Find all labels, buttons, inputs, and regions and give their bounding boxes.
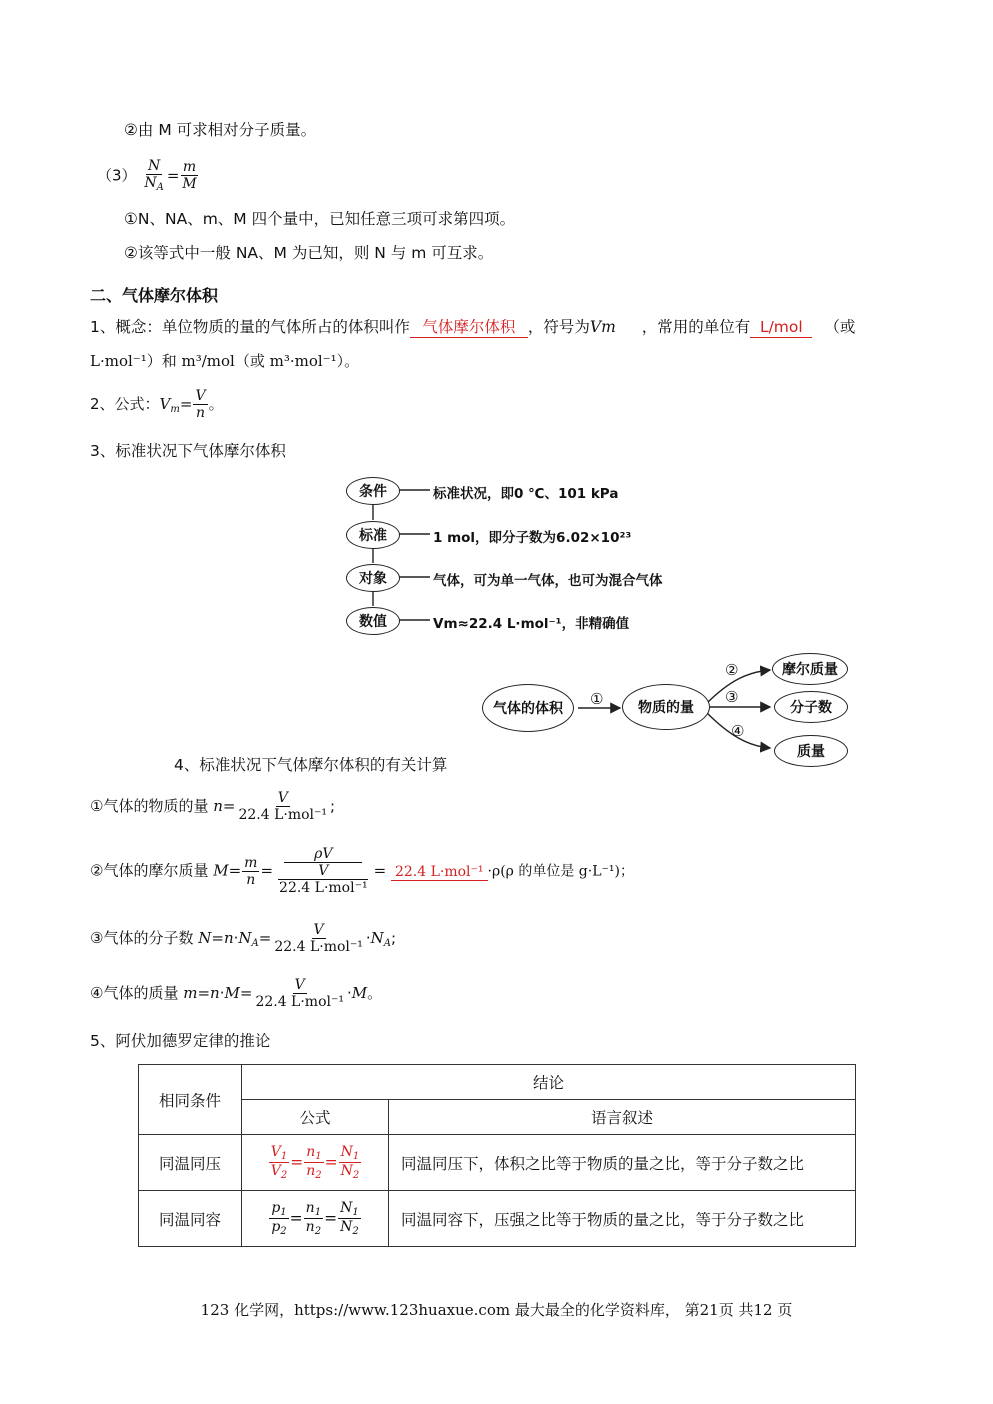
calc-molar-mass: ②气体的摩尔质量 M= $\frac{m}{n}$ = $\frac{\rho V}{\frac{V}{\text{22.4 L·mol⁻¹}}}$ = 22.4 L·mol⁻¹ ·ρ(ρ 的单位是 g·L⁻¹)； [90,846,634,897]
table-row [139,1135,856,1191]
text-object: 气体，可为单一气体，也可为混合气体 [433,573,663,589]
row-formula: $\frac{p_1}{p_2}$ = $\frac{n_1}{n_2}$ = $\frac{N_1}{N_2}$ [242,1191,389,1247]
concept-line1: 1、概念：单位物质的量的气体所占的体积叫作 气体摩尔体积 ，符号为Vm ，常用的单位有 L/mol （或 [90,318,856,336]
node-object: 对象 [346,564,400,592]
vm-formula: 2、公式：$V_m=$ $\frac{V}{n}$ 。 [90,388,224,422]
calc-molecule-count: ③气体的分子数 $N=n\cdot N_A=$ $\frac{V}{\text{22.4 L·mol⁻¹}}$ $\cdot N_A$; [90,922,397,956]
label-4: ④ [731,722,745,740]
node-molar-mass: 摩尔质量 [772,653,848,685]
label-1: ① [590,690,604,708]
table-row [139,1191,856,1247]
text-condition: 标准状况，即0 ℃、101 kPa [433,486,619,502]
page-footer: 123 化学网，https://www.123huaxue.com 最大最全的化学资料库， 第21页 共12 页 [200,1301,793,1319]
avogadro-label: 5、阿伏加德罗定律的推论 [90,1032,271,1050]
text-value: Vm≈22.4 L·mol⁻¹，非精确值 [433,616,630,632]
calc-amount: ①气体的物质的量 n= $\frac{V}{\text{22.4 L·mol⁻¹}}$ ; [90,790,336,824]
node-condition: 条件 [346,477,400,505]
section2-heading: 二、气体摩尔体积 [90,286,219,305]
row-condition: 同温同压 [139,1135,242,1191]
row-condition: 同温同容 [139,1191,242,1247]
avogadro-table [138,1064,856,1247]
node-mass: 质量 [774,735,848,767]
row-formula: $\frac{V_1}{V_2}$ = $\frac{n_1}{n_2}$ = $\frac{N_1}{N_2}$ [242,1135,389,1191]
th-condition: 相同条件 [139,1065,242,1135]
m-relative-line: ②由 M 可求相对分子质量。 [124,121,317,139]
calc-label: 4、标准状况下气体摩尔体积的有关计算 [174,756,448,774]
node-value: 数值 [346,607,400,635]
molar-mass-blank: 22.4 L·mol⁻¹ [391,864,488,882]
item3-line2: ②该等式中一般 NA、M 为已知，则 N 与 m 可互求。 [124,244,494,262]
item3-label: （3） [97,166,137,185]
row-statement: 同温同容下，压强之比等于物质的量之比，等于分子数之比 [389,1191,856,1247]
calc-mass: ④气体的质量 m=n·M= $\frac{V}{\text{22.4 L·mol⁻¹}}$ ·M。 [90,977,383,1011]
label-2: ② [725,661,739,679]
text-standard: 1 mol，即分子数为6.02×10²³ [433,530,632,546]
concept-blank: 气体摩尔体积 [410,318,528,338]
row-statement: 同温同压下，体积之比等于物质的量之比，等于分子数之比 [389,1135,856,1191]
item3-formula: （3） $\frac{N}{N_A}$ = $\frac{m}{M}$ [97,158,197,194]
th-conclusion: 结论 [242,1065,856,1100]
vm-symbol: Vm [589,318,616,336]
concept-line2: L·mol⁻¹）和 m³/mol（或 m³·mol⁻¹）。 [90,352,360,370]
item3-line1: ①N、NA、m、M 四个量中，已知任意三项可求第四项。 [124,210,516,228]
node-standard: 标准 [346,521,400,549]
node-molecule-count: 分子数 [774,691,848,723]
th-statement: 语言叙述 [389,1100,856,1135]
label-3: ③ [725,688,739,706]
th-formula: 公式 [242,1100,389,1135]
unit-blank: L/mol [750,318,812,338]
std-label: 3、标准状况下气体摩尔体积 [90,442,286,460]
node-gas-volume: 气体的体积 [482,684,574,732]
node-amount: 物质的量 [622,684,710,730]
